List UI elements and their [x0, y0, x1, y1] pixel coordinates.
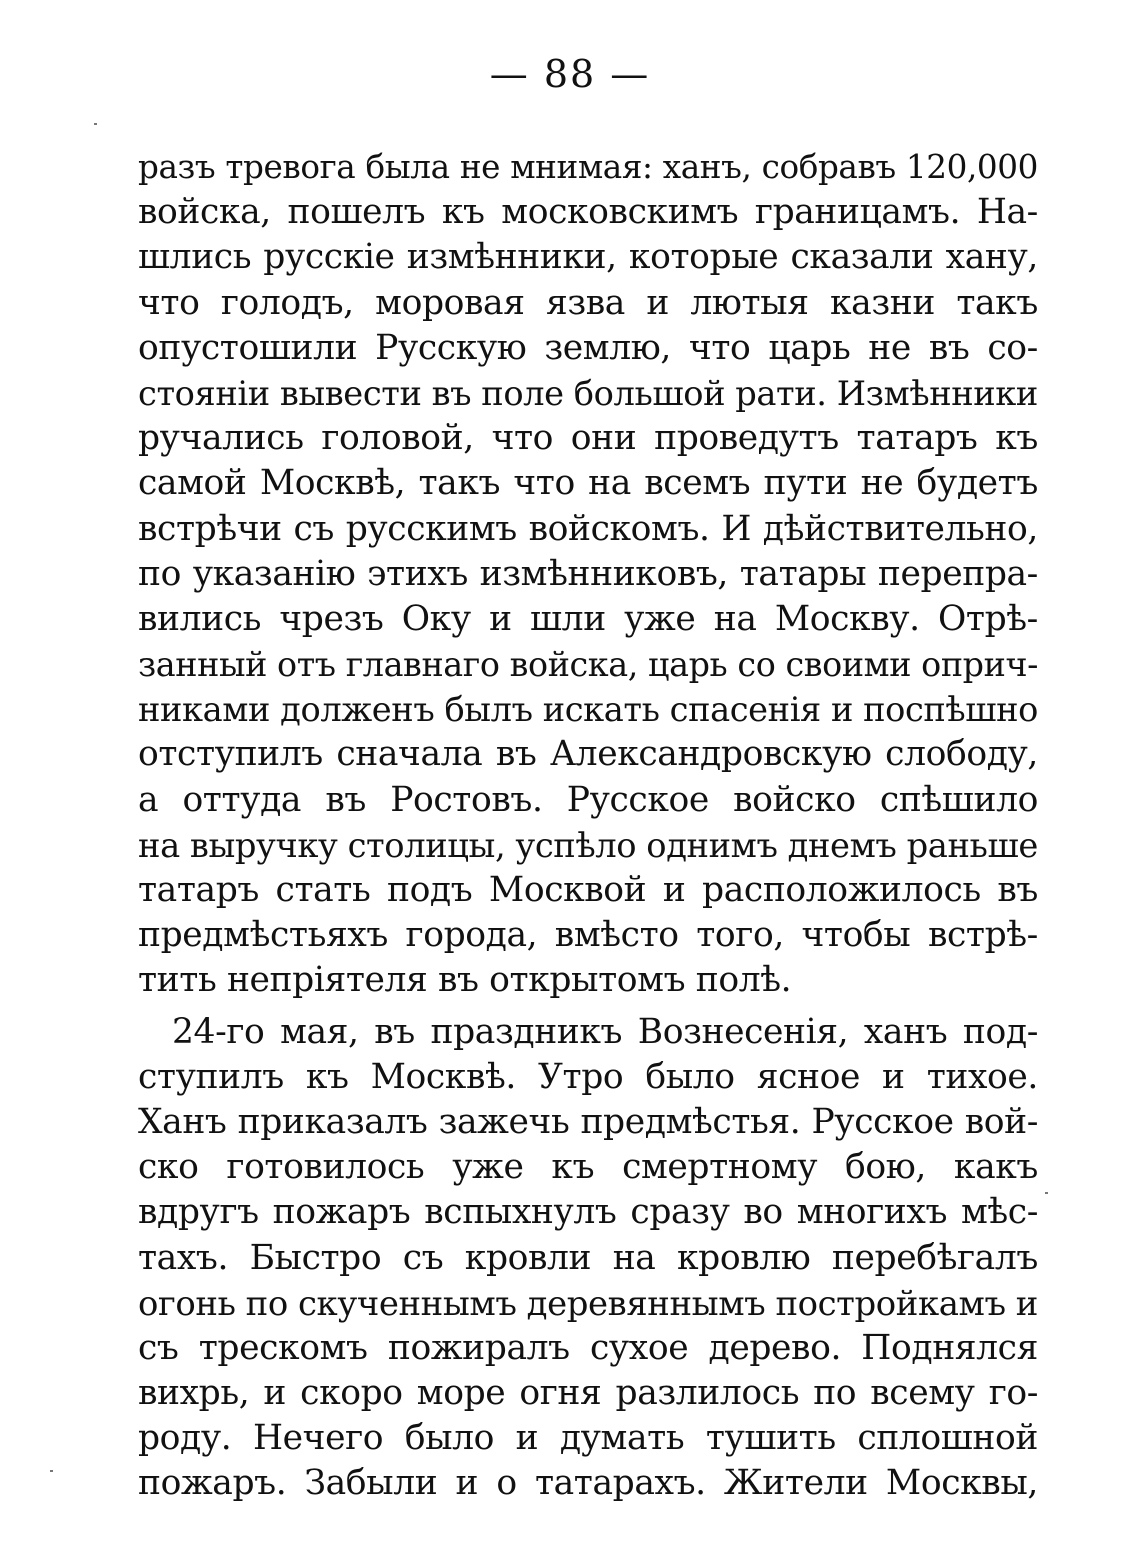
paragraph-1 — [138, 145, 1038, 1004]
scan-speck — [1045, 1192, 1048, 1194]
text-line: войска, пошелъ къ московскимъ границамъ. На- — [138, 192, 1038, 233]
text-line: а оттуда въ Ростовъ. Русское войско спѣшило — [138, 779, 1038, 820]
text-line: пожаръ. Забыли и о татарахъ. Жители Москвы, — [138, 1463, 1038, 1504]
text-line: стояніи вывести въ поле большой рати. Измѣнники — [138, 373, 1038, 413]
text-line: тить непріятеля въ открытомъ полѣ. — [138, 960, 792, 1001]
text-line: тахъ. Быстро съ кровли на кровлю перебѣгалъ — [138, 1237, 1038, 1278]
paragraph-2 — [138, 1010, 1038, 1507]
scan-speck — [50, 1470, 53, 1472]
text-line: огонь по скученнымъ деревяннымъ постройкамъ и — [138, 1283, 1038, 1323]
text-line: вдругъ пожаръ вспыхнулъ сразу во многихъ мѣс- — [138, 1192, 1038, 1233]
text-line: встрѣчи съ русскимъ войскомъ. И дѣйствительно, — [138, 508, 1038, 549]
text-line: роду. Нечего было и думать тушить сплошной — [138, 1418, 1038, 1459]
text-line: предмѣстьяхъ города, вмѣсто того, чтобы встрѣ- — [138, 915, 1038, 956]
text-line: на выручку столицы, успѣло однимъ днемъ раньше — [138, 825, 1038, 865]
text-line: съ трескомъ пожиралъ сухое дерево. Поднялся — [138, 1327, 1038, 1368]
text-line: разъ тревога была не мнимая: ханъ, собравъ 120,000 — [138, 148, 1038, 186]
text-line: татаръ стать подъ Москвой и расположилось въ — [138, 870, 1038, 910]
text-line: никами долженъ былъ искать спасенія и поспѣшно — [138, 690, 1038, 730]
text-block — [138, 145, 1038, 1507]
text-line: ступилъ къ Москвѣ. Утро было ясное и тихое. — [138, 1056, 1038, 1097]
text-line: 24-го мая, въ праздникъ Вознесенія, ханъ под- — [172, 1011, 1038, 1052]
text-line: что голодъ, моровая язва и лютыя казни такъ — [138, 282, 1038, 323]
page-number: — 88 — — [489, 52, 651, 96]
text-line: ручались головой, что они проведутъ татаръ къ — [138, 418, 1038, 459]
text-line: Ханъ приказалъ зажечь предмѣстья. Русское вой- — [138, 1101, 1038, 1142]
text-line: по указанію этихъ измѣнниковъ, татары перепра- — [138, 553, 1038, 594]
text-line: вились чрезъ Оку и шли уже на Москву. Отрѣ- — [138, 598, 1038, 639]
text-line: самой Москвѣ, такъ что на всемъ пути не будетъ — [138, 463, 1038, 504]
text-line: вихрь, и скоро море огня разлилось по всему го- — [138, 1373, 1038, 1414]
text-line: шлись русскіе измѣнники, которые сказали хану, — [138, 237, 1038, 278]
text-line: ско готовилось уже къ смертному бою, какъ — [138, 1147, 1038, 1188]
text-line: отступилъ сначала въ Александровскую слободу, — [138, 734, 1038, 775]
scan-speck — [94, 123, 97, 125]
text-line: занный отъ главнаго войска, царь со своими оприч- — [138, 645, 1038, 685]
text-line: опустошили Русскую землю, что царь не въ со- — [138, 327, 1038, 368]
